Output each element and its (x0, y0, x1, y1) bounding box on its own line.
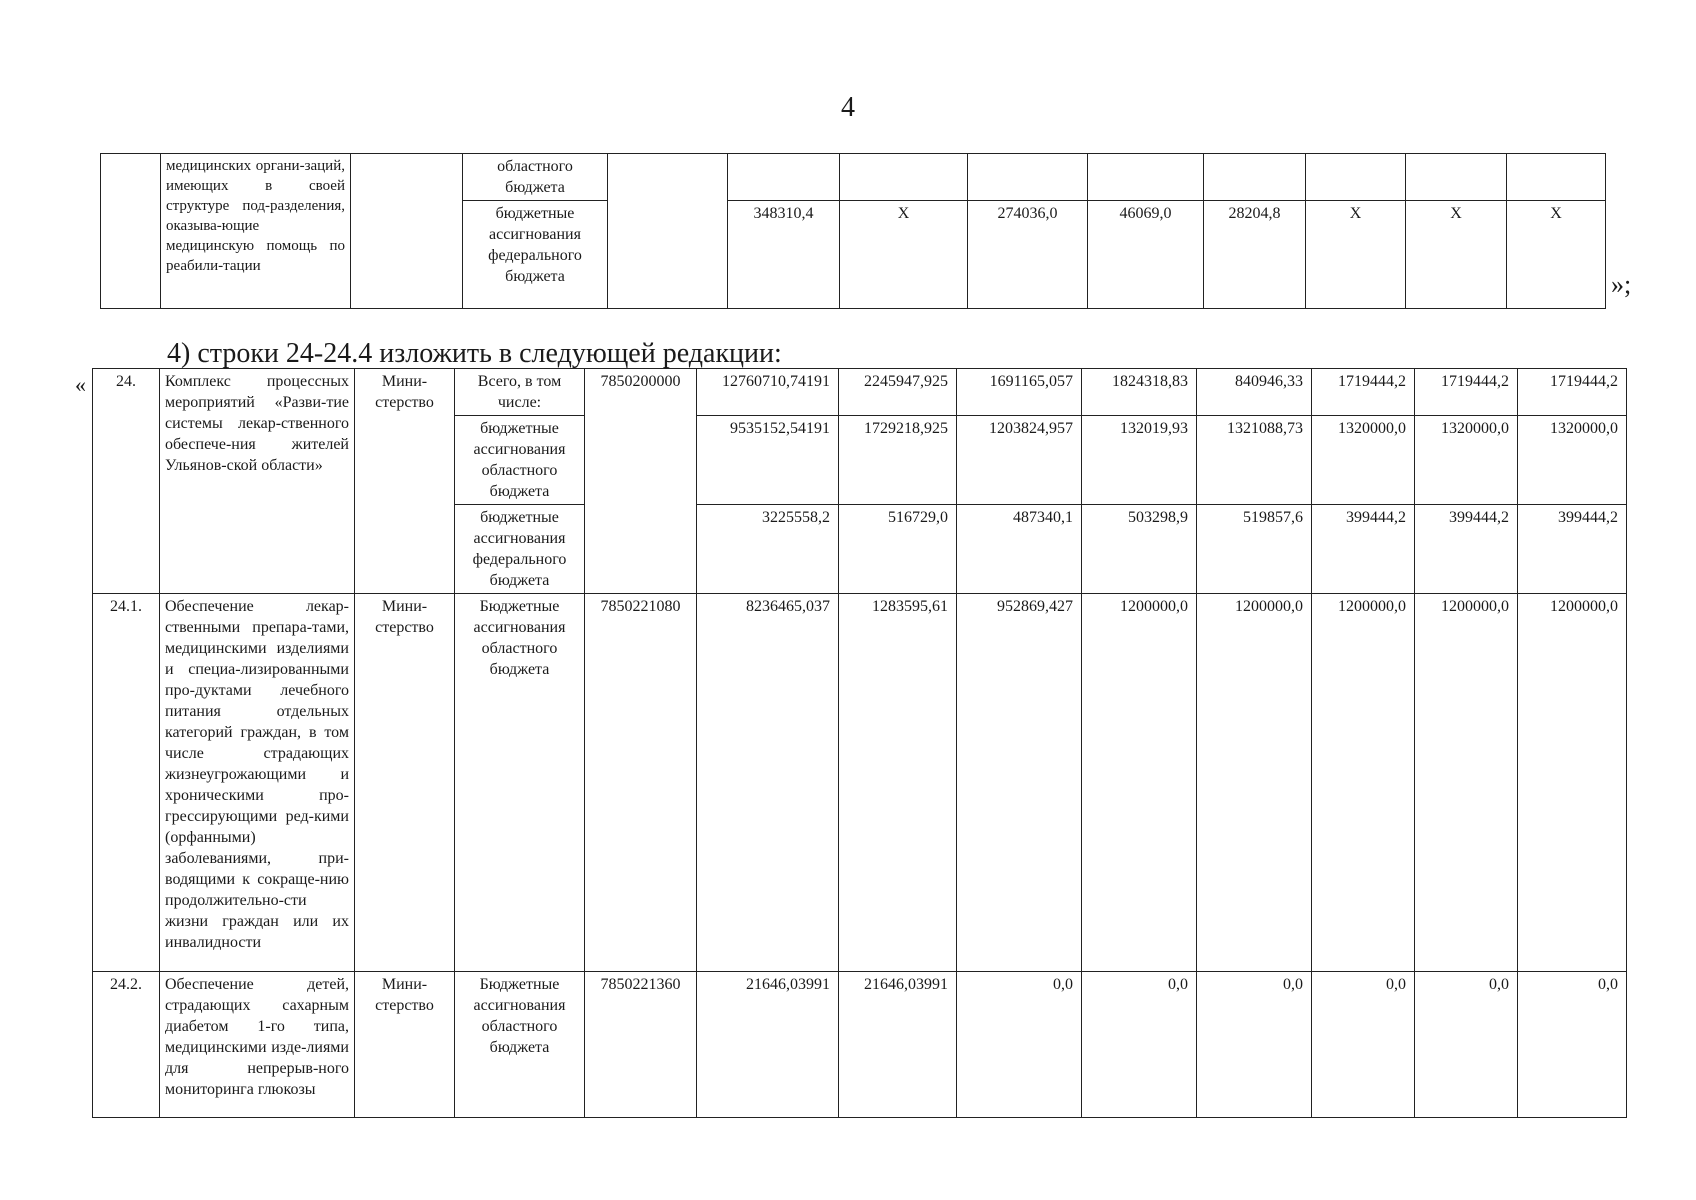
value-cell: 1320000,0 (1312, 416, 1415, 505)
value-cell: 1200000,0 (1197, 594, 1312, 972)
value-cell: 0,0 (1415, 972, 1518, 1118)
value-cell: 1719444,2 (1312, 369, 1415, 416)
code-cell (608, 154, 728, 309)
value-cell: 1200000,0 (1082, 594, 1197, 972)
executor: Мини-стерство (355, 594, 455, 972)
row-number-cell (101, 154, 161, 309)
value-cell: 1320000,0 (1415, 416, 1518, 505)
row-number: 24.1. (93, 594, 160, 972)
value-cell: 0,0 (1312, 972, 1415, 1118)
funding-source-label: бюджетные ассигнования областного бюджета (455, 416, 585, 505)
value-cell: 840946,33 (1197, 369, 1312, 416)
value-cell: 952869,427 (957, 594, 1082, 972)
instruction-heading: 4) строки 24-24.4 изложить в следующей редакции: (167, 338, 782, 369)
value-cell: 1320000,0 (1518, 416, 1627, 505)
value-cell: X (1406, 201, 1507, 309)
value-cell: 1719444,2 (1415, 369, 1518, 416)
value-cell: 12760710,74191 (697, 369, 839, 416)
funding-source-label: Всего, в том числе: (455, 369, 585, 416)
funding-source-regional: областного бюджета (463, 154, 608, 201)
page-number: 4 (841, 92, 855, 123)
value-cell: 132019,93 (1082, 416, 1197, 505)
value-cell: 1200000,0 (1312, 594, 1415, 972)
value-cell: 274036,0 (968, 201, 1088, 309)
funding-source-label: Бюджетные ассигнования областного бюджета (455, 972, 585, 1118)
value-cell: 0,0 (1518, 972, 1627, 1118)
value-cell: 487340,1 (957, 505, 1082, 594)
value-cell: 399444,2 (1312, 505, 1415, 594)
value-cell: 348310,4 (728, 201, 840, 309)
budget-code: 7850221080 (585, 594, 697, 972)
value-cell: 1283595,61 (839, 594, 957, 972)
value-cell: 399444,2 (1415, 505, 1518, 594)
value-cell: X (1306, 201, 1406, 309)
executor: Мини-стерство (355, 369, 455, 594)
funding-source-label: Бюджетные ассигнования областного бюджета (455, 594, 585, 972)
table-row (93, 369, 1627, 416)
row-number: 24.2. (93, 972, 160, 1118)
value-cell: 8236465,037 (697, 594, 839, 972)
value-cell: 399444,2 (1518, 505, 1627, 594)
budget-code: 7850221360 (585, 972, 697, 1118)
value-cell: 1719444,2 (1518, 369, 1627, 416)
value-cell: 0,0 (1082, 972, 1197, 1118)
continuation-table (100, 153, 1606, 309)
value-cell: 1729218,925 (839, 416, 957, 505)
closing-quote: »; (1611, 270, 1632, 299)
table-row (93, 594, 1627, 972)
funding-source-federal: бюджетные ассигнования федерального бюджета (463, 201, 608, 309)
value-cell: 1200000,0 (1415, 594, 1518, 972)
value-cell: 1691165,057 (957, 369, 1082, 416)
value-cell: X (840, 201, 968, 309)
value-cell: 516729,0 (839, 505, 957, 594)
value-cell: 9535152,54191 (697, 416, 839, 505)
value-cell: 28204,8 (1204, 201, 1306, 309)
measure-name: Комплекс процессных мероприятий «Разви-тие системы лекар-ственного обеспече-ния жителей Ульянов-ской области» (160, 369, 355, 594)
measure-description: медицинских органи-заций, имеющих в своей структуре под-разделения, оказыва-ющие медицинскую помощь по реабили-тации (161, 154, 351, 309)
table-row (93, 972, 1627, 1118)
value-cell: 0,0 (957, 972, 1082, 1118)
value-cell: 503298,9 (1082, 505, 1197, 594)
value-cell: 1203824,957 (957, 416, 1082, 505)
value-cell: 3225558,2 (697, 505, 839, 594)
value-cell: 21646,03991 (839, 972, 957, 1118)
opening-quote: « (75, 372, 86, 397)
row-number: 24. (93, 369, 160, 594)
value-cell: 0,0 (1197, 972, 1312, 1118)
program-table (92, 368, 1627, 1118)
value-cell: 46069,0 (1088, 201, 1204, 309)
executor-cell (351, 154, 463, 309)
budget-code: 7850200000 (585, 369, 697, 594)
measure-name: Обеспечение лекар-ственными препара-тами, медицинскими изделиями и специа-лизированными про-дуктами лечебного питания отдельных категорий граждан, в том числе страдающих жизнеугрожающими и хроническими про-грессирующими ред-кими (орфанными) заболеваниями, при-водящими к сокраще-нию продолжительно-сти жизни граждан или их инвалидности (160, 594, 355, 972)
value-cell: 1824318,83 (1082, 369, 1197, 416)
funding-source-label: бюджетные ассигнования федерального бюджета (455, 505, 585, 594)
value-cell: 2245947,925 (839, 369, 957, 416)
executor: Мини-стерство (355, 972, 455, 1118)
value-cell: 1321088,73 (1197, 416, 1312, 505)
value-cell: 21646,03991 (697, 972, 839, 1118)
value-cell: 519857,6 (1197, 505, 1312, 594)
measure-name: Обеспечение детей, страдающих сахарным диабетом 1-го типа, медицинскими изде-лиями для непрерыв-ного мониторинга глюкозы (160, 972, 355, 1118)
value-cell: X (1507, 201, 1606, 309)
value-cell: 1200000,0 (1518, 594, 1627, 972)
